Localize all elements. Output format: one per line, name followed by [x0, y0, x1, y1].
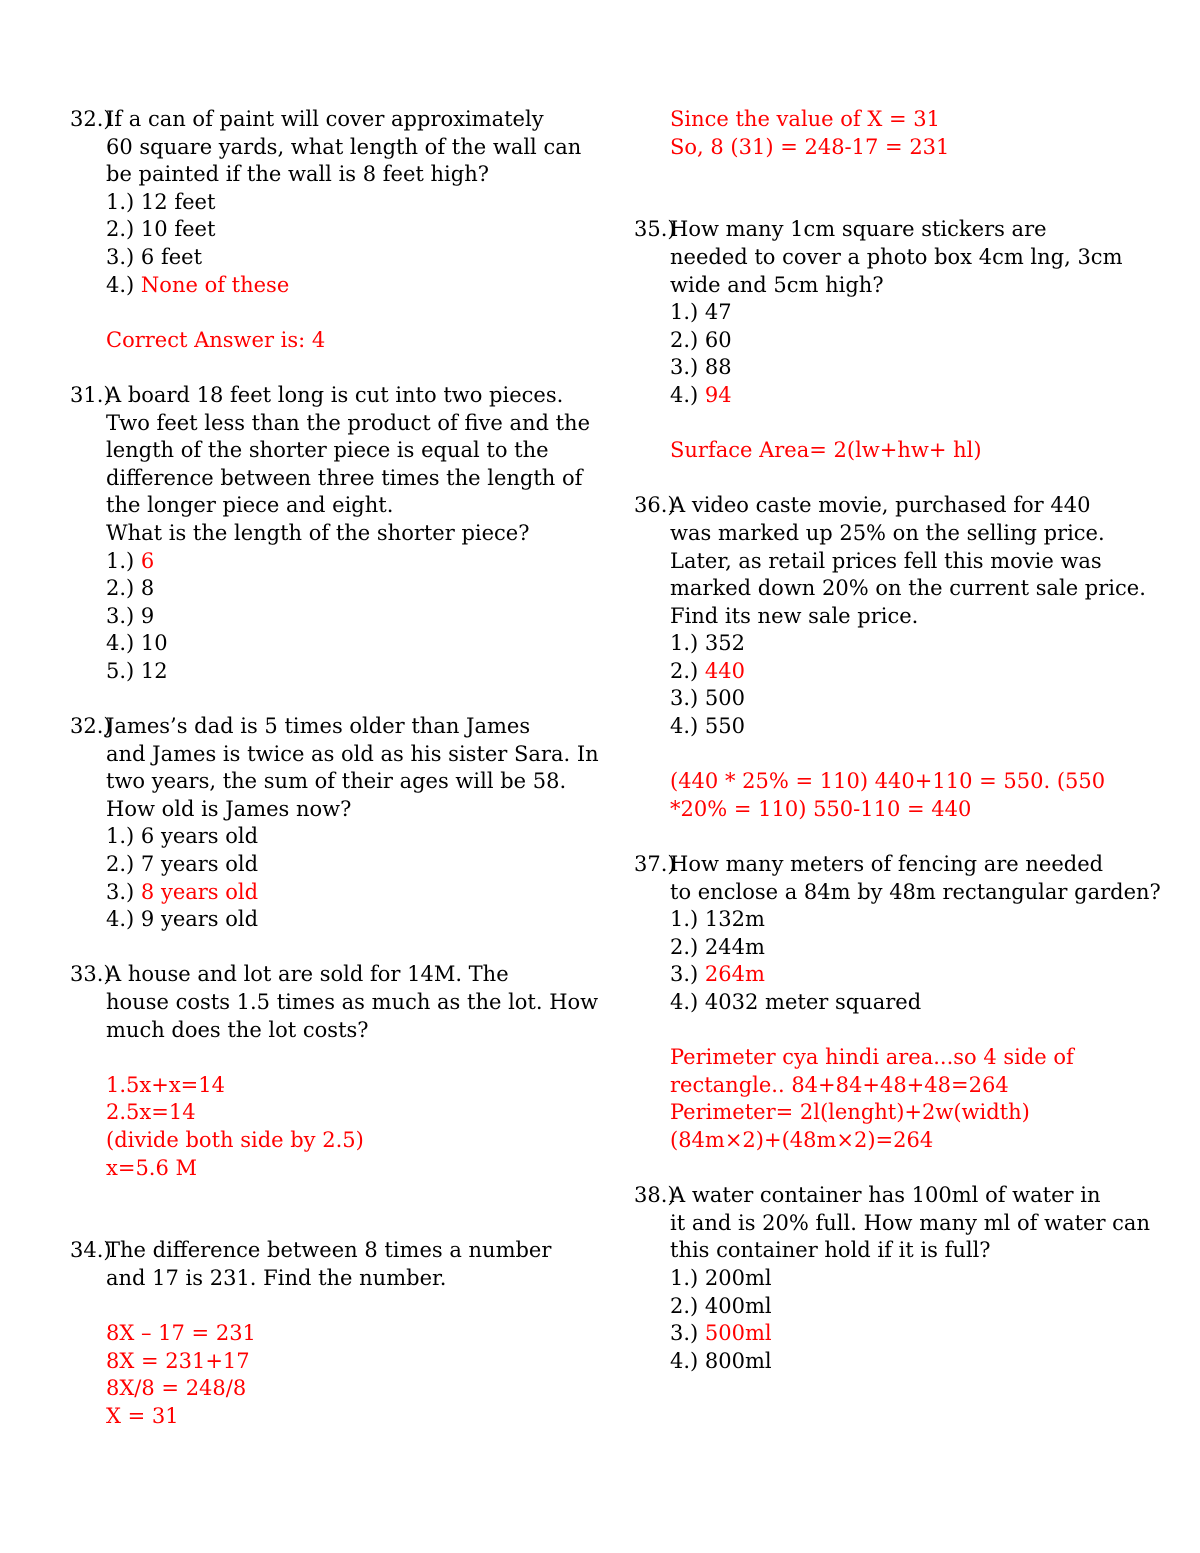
answer-option — [634, 658, 1134, 686]
question-text-line — [70, 1017, 570, 1045]
solution-text: Correct Answer is: 4 — [106, 327, 326, 352]
option-text: 352 — [704, 631, 746, 656]
option-number: 3.) — [106, 879, 135, 904]
question-line — [70, 1237, 570, 1265]
left-column — [70, 106, 599, 1431]
option-number: 3.) — [670, 686, 699, 711]
correct-option-text: 500ml — [704, 1321, 772, 1346]
question-text-line — [634, 879, 1161, 907]
solution-line — [70, 1320, 570, 1348]
option-number: 1.) — [670, 907, 699, 932]
option-number: 2.) — [106, 217, 135, 242]
question-number: 37.) — [634, 852, 676, 877]
option-number: 4.) — [670, 990, 699, 1014]
option-number: 3.) — [106, 244, 135, 269]
option-text: 6 years old — [140, 824, 259, 849]
blank-line — [70, 354, 570, 382]
option-text: 9 — [140, 603, 155, 628]
option-number: 1.) — [106, 824, 135, 849]
blank-line — [70, 1293, 570, 1321]
question-line — [70, 961, 570, 989]
solution-text: So, 8 (31) = 248-17 = 231 — [670, 134, 950, 159]
solution-text: Since the value of X = 31 — [670, 107, 940, 131]
answer-option — [634, 713, 1134, 741]
question-text: 60 square yards, what length of the wall can — [106, 134, 582, 159]
answer-option — [634, 1293, 1134, 1321]
question-text-line — [634, 575, 1146, 603]
question-text-line — [634, 548, 1134, 576]
blank-line — [634, 189, 1134, 217]
question-text: How old is James now? — [106, 796, 352, 821]
answer-option — [70, 658, 570, 686]
option-number: 2.) — [106, 576, 135, 601]
option-text: 12 feet — [140, 189, 216, 214]
question-text: A video caste movie, purchased for 440 — [670, 493, 1091, 518]
blank-line — [70, 1044, 570, 1072]
option-number: 4.) — [670, 1348, 699, 1373]
blank-line — [634, 741, 1134, 769]
question-text: and 17 is 231. Find the number. — [106, 1265, 447, 1290]
option-number: 2.) — [670, 658, 699, 683]
option-text: 200ml — [704, 1265, 772, 1290]
solution-text: *20% = 110) 550-110 = 440 — [670, 796, 972, 821]
question-text: be painted if the wall is 8 feet high? — [106, 162, 489, 187]
option-text: 47 — [704, 300, 732, 325]
option-number: 3.) — [670, 355, 699, 380]
solution-line — [70, 1348, 570, 1376]
option-number: 1.) — [106, 189, 135, 214]
question-number: 31.) — [70, 382, 112, 407]
question-number: 32.) — [70, 107, 112, 131]
option-number: 3.) — [670, 962, 699, 987]
question-text-line — [70, 465, 583, 493]
option-number: 5.) — [106, 658, 135, 683]
question-text: the longer piece and eight. — [106, 493, 394, 518]
question-text-line — [634, 520, 1134, 548]
option-text: 10 — [140, 631, 168, 656]
solution-line — [70, 1155, 570, 1183]
question-text: and James is twice as old as his sister Sara. In — [106, 741, 599, 766]
question-number: 38.) — [634, 1183, 676, 1208]
answer-option — [70, 216, 570, 244]
solution-text: rectangle.. 84+84+48+48=264 — [670, 1072, 1009, 1097]
answer-option — [70, 575, 570, 603]
solution-text: (84m×2)+(48m×2)=264 — [670, 1127, 934, 1152]
solution-line — [634, 134, 1134, 162]
answer-option — [634, 1348, 1134, 1376]
option-number: 4.) — [106, 907, 135, 932]
option-text: 550 — [704, 714, 746, 739]
question-text: If a can of paint will cover approximately — [106, 107, 544, 131]
question-text: What is the length of the shorter piece? — [106, 520, 530, 545]
answer-option — [70, 851, 570, 879]
question-number: 35.) — [634, 217, 676, 242]
answer-option — [634, 327, 1134, 355]
option-text: 244m — [704, 934, 765, 959]
solution-line — [634, 437, 1134, 465]
question-text: How many meters of fencing are needed — [670, 852, 1104, 877]
blank-line — [70, 1182, 570, 1210]
answer-option — [70, 630, 570, 658]
answer-option — [634, 961, 1134, 989]
option-text: 500 — [704, 686, 746, 711]
solution-text: Perimeter cya hindi area...so 4 side of — [670, 1045, 1074, 1070]
correct-option-text: 94 — [704, 382, 732, 407]
question-text: length of the shorter piece is equal to the — [106, 438, 549, 463]
question-text-line — [70, 796, 570, 824]
question-text: A house and lot are sold for 14M. The — [106, 962, 509, 987]
answer-option — [70, 879, 570, 907]
correct-option-text: 8 years old — [140, 879, 259, 904]
question-line — [70, 382, 570, 410]
correct-option-text: 264m — [704, 962, 765, 987]
question-text: marked down 20% on the current sale price. — [670, 576, 1146, 601]
solution-text: Perimeter= 2l(lenght)+2w(width) — [670, 1100, 1030, 1125]
blank-line — [634, 161, 1134, 189]
solution-line — [634, 106, 1134, 134]
option-text: 6 feet — [140, 244, 203, 269]
answer-option — [634, 1265, 1134, 1293]
question-line — [634, 1182, 1134, 1210]
option-text: 88 — [704, 355, 732, 380]
solution-line — [70, 1099, 570, 1127]
option-text: 12 — [140, 658, 168, 683]
answer-option — [634, 299, 1134, 327]
question-text: wide and 5cm high? — [670, 272, 884, 297]
option-text: 60 — [704, 327, 732, 352]
question-text-line — [634, 603, 1134, 631]
question-text: difference between three times the length of — [106, 465, 583, 490]
option-text: 800ml — [704, 1348, 772, 1373]
correct-option-text: 6 — [140, 548, 155, 573]
question-line — [634, 851, 1134, 879]
blank-line — [634, 1155, 1134, 1183]
answer-option — [634, 685, 1134, 713]
solution-text: (divide both side by 2.5) — [106, 1127, 364, 1152]
question-text: was marked up 25% on the selling price. — [670, 520, 1105, 545]
option-number: 2.) — [106, 852, 135, 877]
question-text-line — [70, 410, 591, 438]
option-number: 3.) — [106, 603, 135, 628]
blank-line — [70, 934, 570, 962]
solution-text: Surface Area= 2(lw+hw+ hl) — [670, 438, 982, 463]
question-text: The difference between 8 times a number — [106, 1238, 552, 1263]
option-number: 4.) — [106, 272, 135, 297]
question-text: Two feet less than the product of five and the — [106, 410, 591, 435]
answer-option — [634, 630, 1134, 658]
question-line — [634, 216, 1134, 244]
question-line — [634, 492, 1134, 520]
question-text-line — [70, 161, 570, 189]
solution-text: 1.5x+x=14 — [106, 1072, 225, 1097]
question-line — [70, 713, 570, 741]
solution-text: (440 * 25% = 110) 440+110 = 550. (550 — [670, 769, 1106, 794]
question-text-line — [634, 244, 1134, 272]
option-text: 4032 meter squared — [704, 990, 922, 1014]
answer-option — [634, 1320, 1134, 1348]
question-text: A water container has 100ml of water in — [670, 1183, 1101, 1208]
question-text: house costs 1.5 times as much as the lot. How — [106, 990, 599, 1014]
question-number: 34.) — [70, 1238, 112, 1263]
answer-option — [634, 906, 1134, 934]
option-text: 10 feet — [140, 217, 216, 242]
solution-line — [634, 768, 1134, 796]
blank-line — [634, 1017, 1134, 1045]
right-column — [634, 106, 1161, 1375]
option-number: 4.) — [670, 714, 699, 739]
answer-option — [634, 354, 1134, 382]
question-text-line — [634, 1237, 1134, 1265]
blank-line — [634, 465, 1134, 493]
solution-line — [70, 1403, 570, 1431]
question-text: it and is 20% full. How many ml of water can — [670, 1210, 1150, 1235]
option-number: 4.) — [670, 382, 699, 407]
question-text: to enclose a 84m by 48m rectangular garden? — [670, 879, 1161, 904]
question-text-line — [70, 134, 582, 162]
question-text-line — [70, 437, 570, 465]
question-text: Find its new sale price. — [670, 603, 919, 628]
answer-option — [70, 272, 570, 300]
option-number: 2.) — [670, 934, 699, 959]
question-text-line — [70, 768, 570, 796]
option-text: 7 years old — [140, 852, 259, 877]
answer-option — [70, 189, 570, 217]
solution-text: 8X/8 = 248/8 — [106, 1376, 247, 1401]
solution-text: 2.5x=14 — [106, 1100, 196, 1125]
question-text: James’s dad is 5 times older than James — [106, 714, 531, 739]
question-number: 32.) — [70, 714, 112, 739]
option-number: 2.) — [670, 327, 699, 352]
question-text-line — [70, 989, 599, 1017]
option-text: 132m — [704, 907, 765, 932]
question-text: A board 18 feet long is cut into two pieces. — [106, 382, 564, 407]
option-number: 1.) — [670, 300, 699, 325]
option-text: 9 years old — [140, 907, 259, 932]
question-number: 36.) — [634, 493, 676, 518]
answer-option — [634, 934, 1134, 962]
answer-option — [70, 823, 570, 851]
solution-line — [634, 1072, 1134, 1100]
solution-line — [634, 1099, 1134, 1127]
blank-line — [70, 299, 570, 327]
blank-line — [70, 1210, 570, 1238]
question-text: two years, the sum of their ages will be 58. — [106, 769, 567, 794]
correct-option-text: None of these — [140, 272, 290, 297]
solution-line — [634, 1127, 1134, 1155]
option-number: 2.) — [670, 1293, 699, 1318]
option-number: 1.) — [106, 548, 135, 573]
answer-option — [70, 603, 570, 631]
question-text: this container hold if it is full? — [670, 1238, 991, 1263]
answer-option — [634, 989, 1134, 1017]
answer-option — [70, 548, 570, 576]
solution-text: X = 31 — [106, 1403, 179, 1428]
question-text: How many 1cm square stickers are — [670, 217, 1047, 242]
solution-text: 8X – 17 = 231 — [106, 1321, 256, 1346]
solution-line — [70, 327, 570, 355]
question-text-line — [70, 520, 570, 548]
option-number: 1.) — [670, 1265, 699, 1290]
option-text: 8 — [140, 576, 155, 601]
correct-option-text: 440 — [704, 658, 746, 683]
option-number: 1.) — [670, 631, 699, 656]
question-text-line — [634, 1210, 1150, 1238]
answer-option — [70, 906, 570, 934]
option-text: 400ml — [704, 1293, 772, 1318]
solution-line — [634, 796, 1134, 824]
question-text: Later, as retail prices fell this movie was — [670, 548, 1102, 573]
question-text-line — [70, 492, 570, 520]
question-text-line — [634, 272, 1134, 300]
question-number: 33.) — [70, 962, 112, 987]
solution-line — [70, 1072, 570, 1100]
solution-line — [70, 1127, 570, 1155]
solution-text: 8X = 231+17 — [106, 1348, 250, 1373]
option-number: 3.) — [670, 1321, 699, 1346]
solution-line — [634, 1044, 1134, 1072]
question-line — [70, 106, 570, 134]
blank-line — [634, 823, 1134, 851]
answer-option — [634, 382, 1134, 410]
question-text: much does the lot costs? — [106, 1017, 369, 1042]
option-number: 4.) — [106, 631, 135, 656]
question-text-line — [70, 1265, 570, 1293]
question-text-line — [70, 741, 599, 769]
blank-line — [634, 410, 1134, 438]
answer-option — [70, 244, 570, 272]
blank-line — [70, 685, 570, 713]
solution-line — [70, 1375, 570, 1403]
question-text: needed to cover a photo box 4cm lng, 3cm — [670, 244, 1123, 269]
solution-text: x=5.6 M — [106, 1155, 198, 1180]
